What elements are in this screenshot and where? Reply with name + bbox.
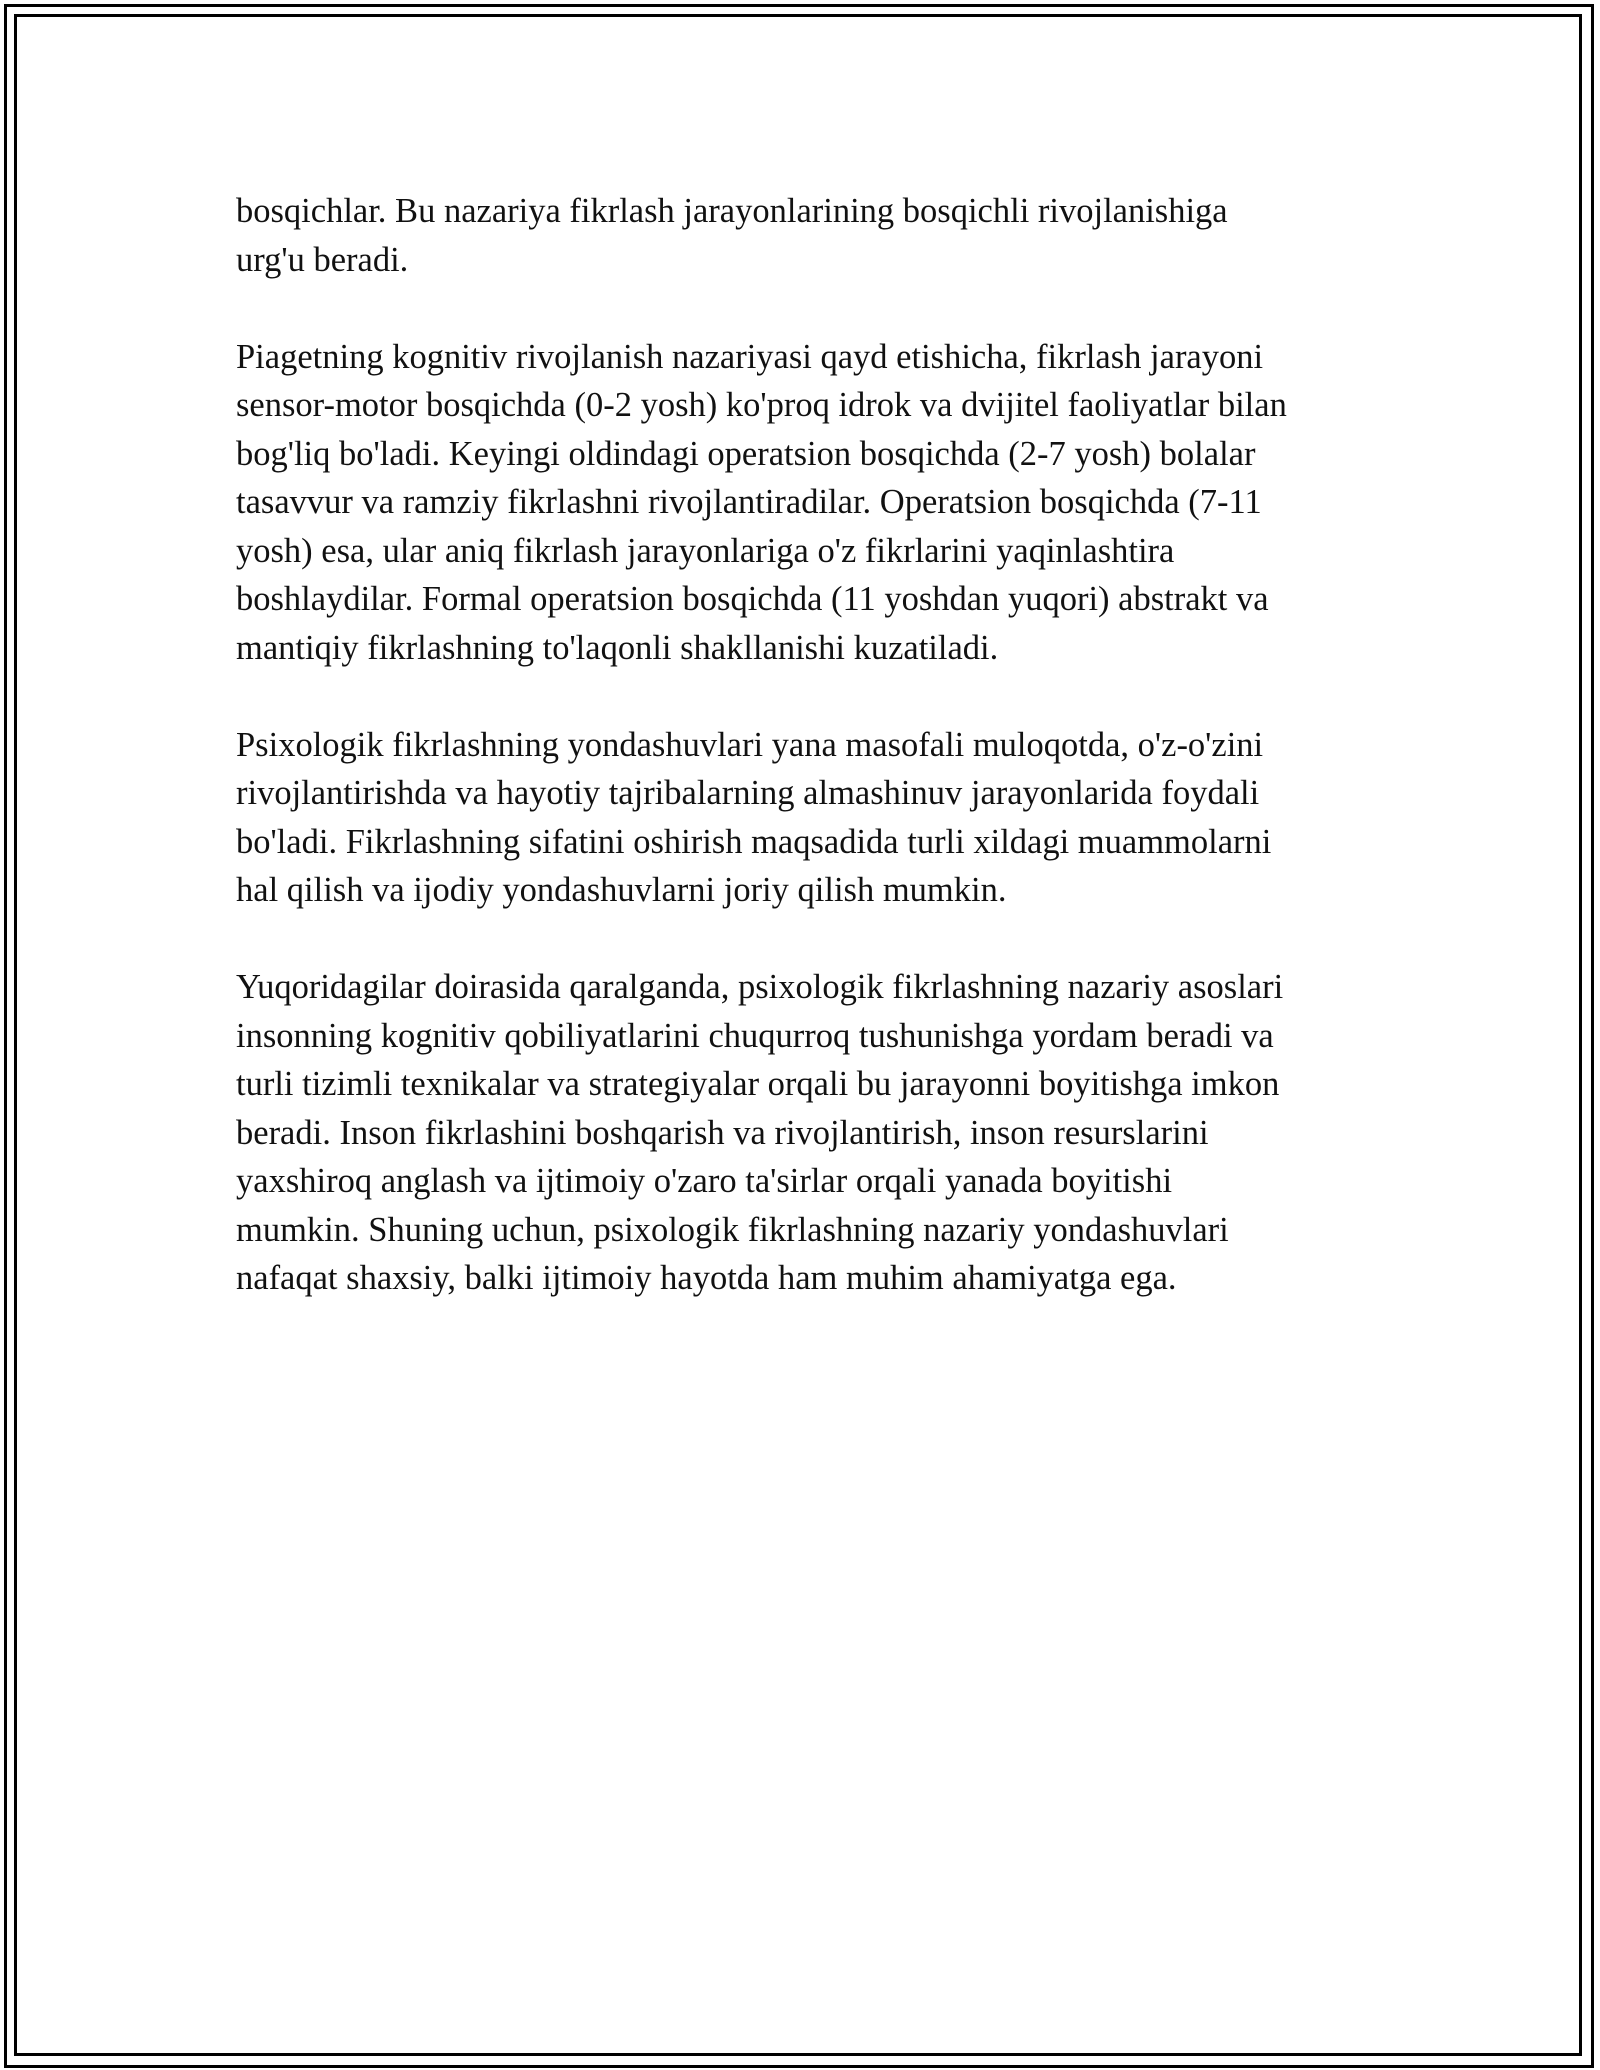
text-line: Piagetning kognitiv rivojlanish nazariyasi qayd etishicha, fikrlash jarayoni [236, 337, 1264, 376]
text-line: sensor-motor bosqichda (0-2 yosh) ko'proq idrok va dvijitel faoliyatlar bilan [236, 386, 1287, 424]
text-line: nafaqat shaxsiy, balki ijtimoiy hayotda ham muhim ahamiyatga ega. [236, 1259, 1177, 1297]
text-line: insonning kognitiv qobiliyatlarini chuqurroq tushunishga yordam beradi va [236, 1016, 1274, 1055]
text-line: Psixologik fikrlashning yondashuvlari yana masofali muloqotda, o'z-o'zini [236, 725, 1264, 764]
text-line: tasavvur va ramziy fikrlashni rivojlantiradilar. Operatsion bosqichda (7-11 [236, 483, 1262, 521]
document-body [236, 187, 1356, 1351]
text-line: mumkin. Shuning uchun, psixologik fikrlashning nazariy yondashuvlari [236, 1210, 1229, 1249]
text-line: turli tizimli texnikalar va strategiyalar orqali bu jarayonni boyitishga imkon [236, 1065, 1280, 1103]
text-line: urg'u beradi. [236, 240, 409, 279]
text-line: boshlaydilar. Formal operatsion bosqichda (11 yoshdan yuqori) abstrakt va [236, 580, 1269, 618]
text-line: yosh) esa, ular aniq fikrlash jarayonlariga o'z fikrlarini yaqinlashtira [236, 531, 1175, 570]
text-line: bog'liq bo'ladi. Keyingi oldindagi operatsion bosqichda (2-7 yosh) bolalar [236, 434, 1256, 473]
text-line: rivojlantirishda va hayotiy tajribalarning almashinuv jarayonlarida foydali [236, 774, 1260, 812]
text-line: hal qilish va ijodiy yondashuvlarni joriy qilish mumkin. [236, 871, 1007, 909]
paragraph [236, 333, 1356, 673]
paragraph [236, 963, 1356, 1303]
text-line: beradi. Inson fikrlashini boshqarish va rivojlantirish, inson resurslarini [236, 1113, 1209, 1152]
text-line: bo'ladi. Fikrlashning sifatini oshirish maqsadida turli xildagi muammolarni [236, 822, 1272, 861]
text-line: Yuqoridagilar doirasida qaralganda, psixologik fikrlashning nazariy asoslari [236, 968, 1284, 1006]
paragraph [236, 187, 1356, 284]
text-line: bosqichlar. Bu nazariya fikrlash jarayonlarining bosqichli rivojlanishiga [236, 192, 1228, 230]
paragraph [236, 721, 1356, 915]
text-line: yaxshiroq anglash va ijtimoiy o'zaro ta'sirlar orqali yanada boyitishi [236, 1162, 1173, 1200]
text-line: mantiqiy fikrlashning to'laqonli shakllanishi kuzatiladi. [236, 628, 999, 667]
